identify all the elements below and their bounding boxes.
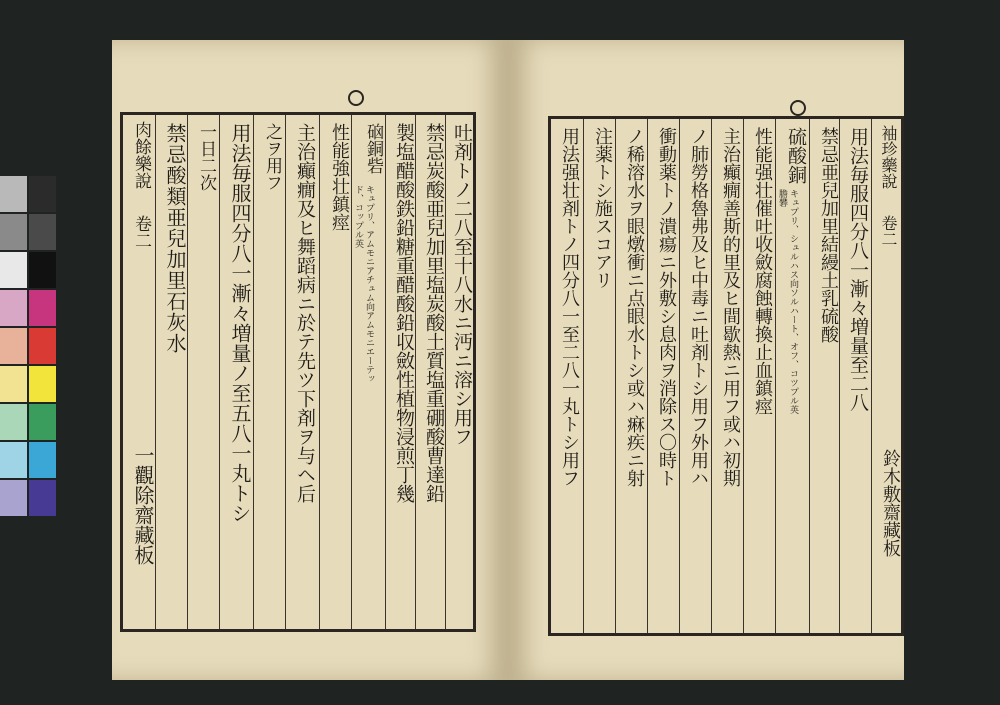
color-patch — [0, 404, 27, 440]
left-page — [112, 40, 508, 680]
color-patch — [0, 366, 27, 402]
left-line-1: 吐剤トノ二八至十八水ニ沔ニ溶シ用フ — [451, 123, 473, 446]
right-line-4: 性能强壮催吐收斂腐蝕轉換止血鎮痙 — [752, 127, 773, 415]
left-col-1 — [415, 115, 445, 629]
right-margin-title: 袖珍藥說 — [879, 125, 898, 189]
right-margin-publisher: 鈴木敷齋藏板 — [880, 449, 901, 557]
color-patch — [29, 404, 56, 440]
right-line-5: 主治癲癇善斯的里及ヒ間歇熱ニ用フ或ハ初期 — [720, 127, 741, 487]
right-col-1 — [809, 119, 839, 633]
color-patch — [0, 442, 27, 478]
right-line-3: 硫酸銅 — [785, 127, 807, 184]
color-patch — [29, 442, 56, 478]
left-line-5: 性能強壮鎮痙 — [329, 123, 350, 231]
right-col-7 — [615, 119, 647, 633]
left-col-2 — [385, 115, 415, 629]
right-line-8: ノ稀溶水ヲ眼燉衝ニ点眼水トシ或ハ痳疾ニ射 — [624, 127, 645, 487]
left-col-4 — [319, 115, 351, 629]
right-margin-volume: 卷二 — [879, 215, 898, 247]
right-line-1: 用法毎服四分八一漸々増量至二八 — [847, 127, 869, 412]
color-patch — [29, 214, 56, 250]
left-margin-publisher: 一觀除齋藏板 — [131, 445, 155, 565]
left-col-9 — [155, 115, 187, 629]
right-line-9: 注薬トシ施スコアリ — [592, 127, 613, 289]
right-line-10: 用法强壮剤トノ四分八一至二八一丸トシ用フ — [559, 127, 580, 487]
color-patch — [29, 290, 56, 326]
right-gloss: キュプリ、シュルハス向ソルハート、オフ、コツプル英膽礬 — [777, 189, 798, 414]
left-line-10: 禁忌酸類亜兒加里石灰水 — [163, 123, 187, 354]
left-text-frame — [120, 112, 476, 632]
left-line-4: 硇銅砦 — [363, 123, 383, 174]
right-line-7: 衝動薬トノ潰瘍ニ外敷シ息肉ヲ消除ス〇時ト — [656, 127, 677, 487]
color-patch — [0, 176, 27, 212]
right-col-2 — [775, 119, 809, 633]
color-patch — [29, 252, 56, 288]
right-text-frame — [548, 116, 904, 636]
right-page — [508, 40, 904, 680]
right-col-4 — [711, 119, 743, 633]
color-patch — [0, 480, 27, 516]
binding-hole-right — [790, 100, 806, 116]
left-line-3: 製塩醋酸鉄鉛糖重醋酸鉛収斂性植物浸煎丁幾 — [393, 123, 415, 503]
left-margin-title: 肉餘樂說 — [131, 121, 151, 189]
right-col-9 — [551, 119, 583, 633]
left-col-5 — [285, 115, 319, 629]
left-col-0 — [445, 115, 473, 629]
right-col-6 — [647, 119, 679, 633]
color-patch — [29, 328, 56, 364]
left-col-3 — [351, 115, 385, 629]
left-col-7 — [219, 115, 253, 629]
right-margin-column — [871, 119, 901, 633]
color-checker-chart — [0, 176, 58, 524]
right-col-8 — [583, 119, 615, 633]
right-col-5 — [679, 119, 711, 633]
color-patch — [29, 176, 56, 212]
color-patch — [29, 366, 56, 402]
open-book — [112, 40, 904, 680]
left-line-2: 禁忌炭酸亜兒加里塩炭酸土質塩重硼酸曹達鉛 — [423, 123, 445, 503]
color-patch — [0, 290, 27, 326]
color-patch — [0, 252, 27, 288]
color-patch — [29, 480, 56, 516]
left-gloss: キュプリ、アムモニアチュム向アムモニエーテッド、コップル英 — [353, 185, 374, 383]
left-col-8 — [187, 115, 219, 629]
left-margin-volume: 卷二 — [131, 215, 151, 249]
left-line-6: 主治癲癇及ヒ舞蹈病ニ於テ先ツ下剤ヲ与ヘ后 — [294, 123, 316, 503]
right-col-3 — [743, 119, 775, 633]
left-line-7: 之ヲ用フ — [262, 123, 282, 191]
binding-hole-left — [348, 90, 364, 106]
left-col-6 — [253, 115, 285, 629]
color-patch — [0, 214, 27, 250]
right-col-0 — [839, 119, 871, 633]
left-line-8: 用法毎服四分八一漸々増量ノ至五八一丸トシ — [228, 123, 252, 523]
left-line-9: 一日二次 — [196, 123, 216, 191]
color-patch — [0, 328, 27, 364]
left-margin-column — [123, 115, 155, 629]
right-line-2: 禁忌亜兒加里結縵土乳硫酸 — [818, 127, 839, 343]
right-line-6: ノ肺勞格魯弗及ヒ中毒ニ吐剤トシ用フ外用ハ — [688, 127, 709, 487]
